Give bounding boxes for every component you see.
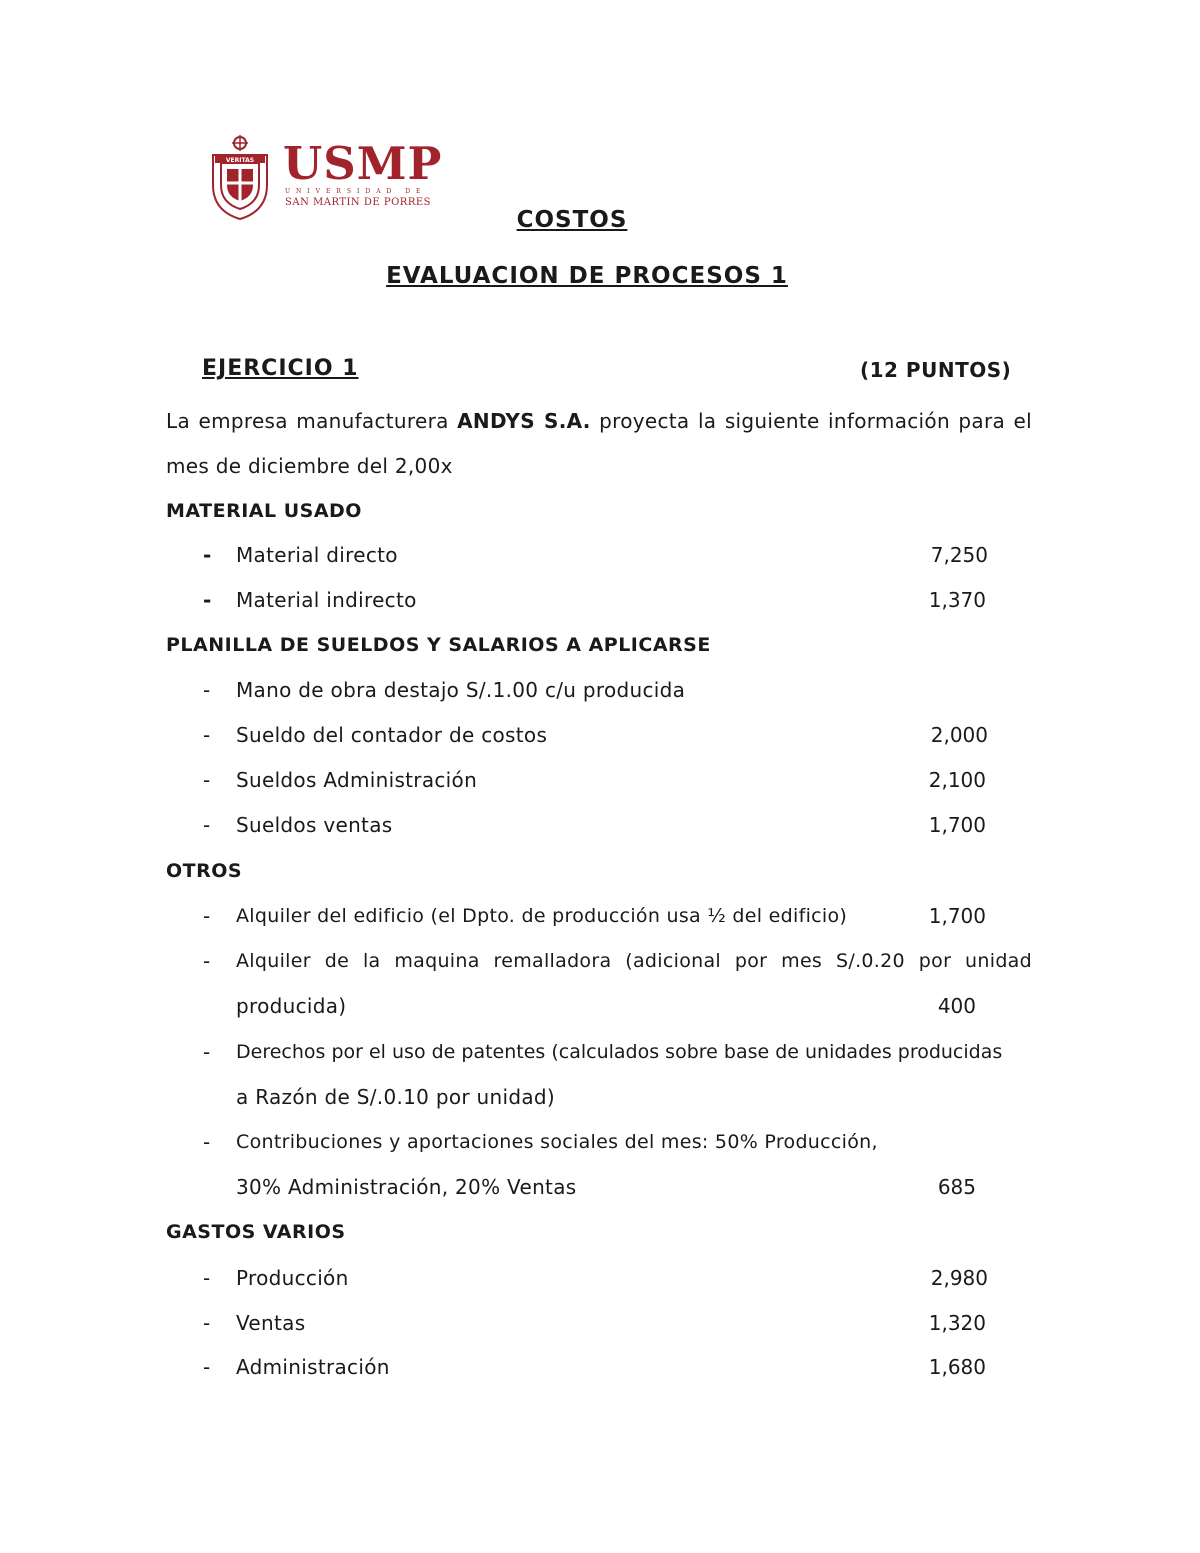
list-item-value: 1,680 [928, 1355, 986, 1379]
list-item-label: Sueldo del contador de costos [236, 723, 548, 747]
list-bullet: - [203, 949, 211, 973]
list-item-label: Ventas [236, 1311, 306, 1335]
list-item-value: 1,700 [928, 904, 986, 928]
section-heading-gastos: GASTOS VARIOS [166, 1221, 346, 1243]
logo-subtitle-line1: UNIVERSIDAD DE [285, 188, 427, 195]
list-item-label: Contribuciones y aportaciones sociales del mes: 50% Producción, [236, 1131, 878, 1153]
list-item-value: 2,000 [930, 723, 988, 747]
company-name: ANDYS S.A. [457, 409, 591, 433]
intro-line2: mes de diciembre del 2,00x [166, 454, 453, 478]
list-item-label-cont: a Razón de S/.0.10 por unidad) [236, 1085, 555, 1109]
list-item-value: 1,370 [928, 588, 986, 612]
list-item-value: 7,250 [930, 543, 988, 567]
exercise-points: (12 PUNTOS) [860, 358, 1012, 382]
section-heading-material: MATERIAL USADO [166, 500, 362, 522]
list-bullet: - [203, 588, 212, 612]
list-item-label: Alquiler de la maquina remalladora (adicional por mes S/.0.20 por unidad [236, 950, 1032, 972]
list-bullet: - [203, 768, 211, 792]
section-heading-planilla: PLANILLA DE SUELDOS Y SALARIOS A APLICARSE [166, 634, 711, 656]
list-item-label: Material directo [236, 543, 398, 567]
list-item-value: 2,100 [928, 768, 986, 792]
list-bullet: - [203, 678, 211, 702]
list-item-value: 685 [937, 1175, 976, 1199]
logo-subtitle-line2: SAN MARTIN DE PORRES [285, 197, 431, 208]
document-title: COSTOS [516, 207, 628, 233]
list-item-label-cont: producida) [236, 994, 347, 1018]
list-bullet: - [203, 1040, 211, 1064]
list-item-value: 2,980 [930, 1266, 988, 1290]
list-item-value: 1,320 [928, 1311, 986, 1335]
list-item-label: Sueldos Administración [236, 768, 478, 792]
document-subtitle: EVALUACION DE PROCESOS 1 [386, 263, 788, 289]
list-bullet: - [203, 723, 211, 747]
list-item-value: 400 [937, 994, 976, 1018]
logo-wordmark: USMP [283, 137, 443, 190]
intro-part2: proyecta la siguiente información para el [599, 409, 1032, 433]
list-item-label: Producción [236, 1266, 349, 1290]
intro-part1: La empresa manufacturera [166, 409, 449, 433]
list-bullet: - [203, 543, 212, 567]
intro-line1 [166, 408, 1032, 434]
list-item-label: Derechos por el uso de patentes (calculados sobre base de unidades producidas [236, 1041, 1003, 1063]
list-item-label-cont: 30% Administración, 20% Ventas [236, 1175, 577, 1199]
list-item-label: Material indirecto [236, 588, 417, 612]
list-item-label: Mano de obra destajo S/.1.00 c/u producida [236, 678, 686, 702]
section-heading-otros: OTROS [166, 860, 243, 882]
list-bullet: - [203, 1266, 211, 1290]
list-bullet: - [203, 1355, 211, 1379]
seal-top-text: VERITAS [225, 157, 255, 164]
list-item-label: Alquiler del edificio (el Dpto. de producción usa ½ del edificio) [236, 905, 848, 927]
list-item-value: 1,700 [928, 813, 986, 837]
list-bullet: - [203, 904, 211, 928]
list-bullet: - [203, 813, 211, 837]
list-item-label: Sueldos ventas [236, 813, 393, 837]
exercise-label: EJERCICIO 1 [202, 356, 359, 381]
list-bullet: - [203, 1130, 211, 1154]
list-item-label: Administración [236, 1355, 390, 1379]
list-bullet: - [203, 1311, 211, 1335]
